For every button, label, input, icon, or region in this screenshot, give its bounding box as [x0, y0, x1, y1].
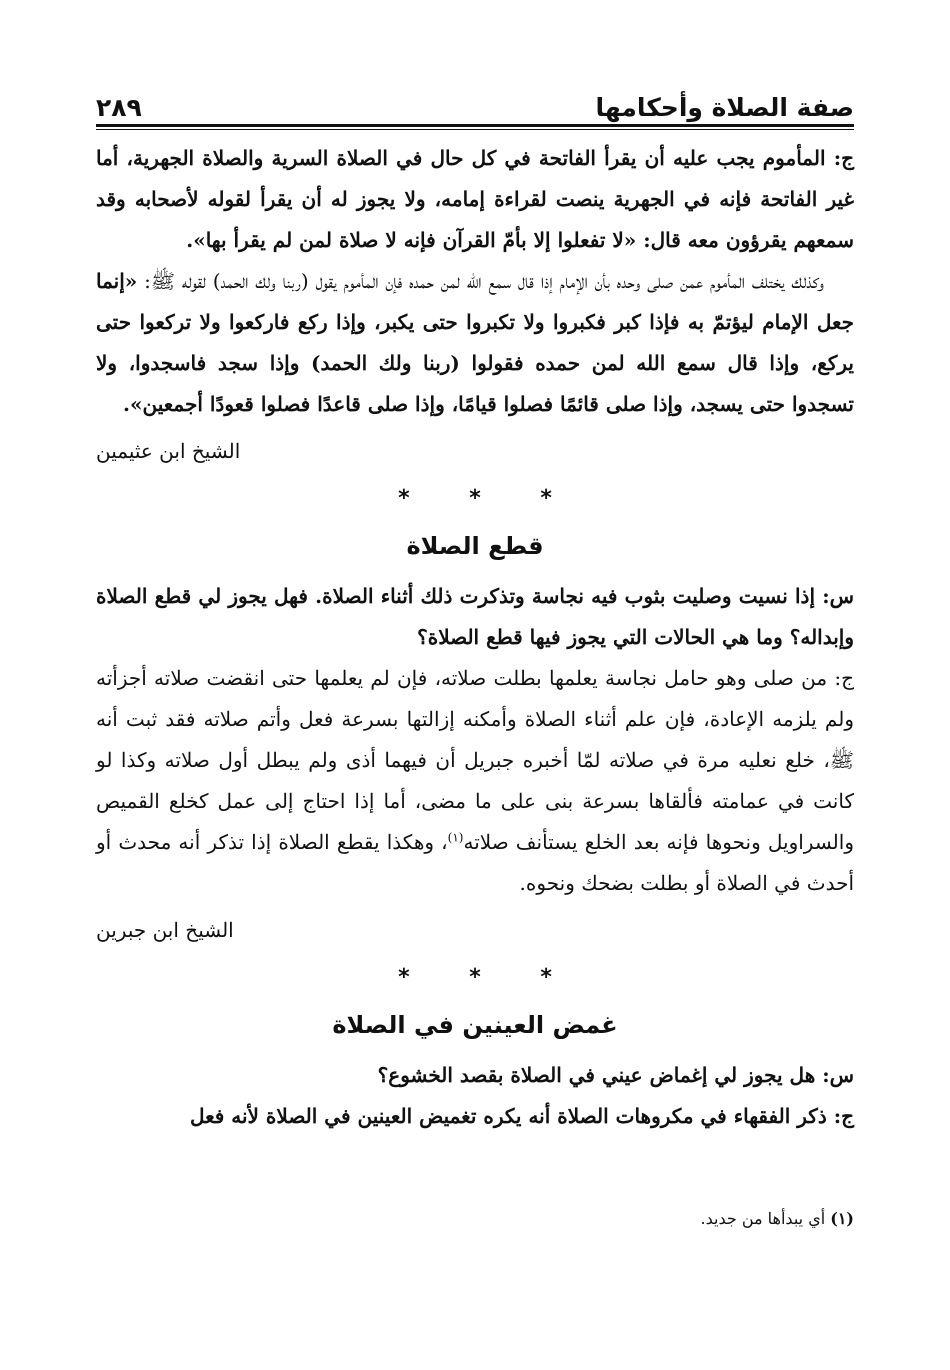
footnote-ref[interactable]: (١)	[447, 830, 464, 845]
footnote-text: أي يبدأها من جديد.	[700, 1209, 826, 1228]
question-2: س: هل يجوز لي إغماض عيني في الصلاة بقصد الخشوع؟	[377, 1063, 854, 1087]
section-heading-qat-salah: قطع الصلاة	[406, 532, 544, 560]
footnote	[96, 1204, 854, 1234]
header-title: صفة الصلاة وأحكامها	[595, 93, 854, 122]
answer-1-part2: ، وهكذا يقطع الصلاة إذا تذكر أنه محدث أو أحدث في الصلاة أو بطلت بضحك ونحوه.	[96, 830, 854, 895]
answer-2: ج: ذكر الفقهاء في مكروهات الصلاة أنه يكره تغميض العينين في الصلاة لأنه فعل	[189, 1104, 854, 1128]
section-separator-1: * * *	[398, 486, 578, 511]
intro-answer: ج: المأموم يجب عليه أن يقرأ الفاتحة في كل حال في الصلاة السرية والصلاة الجهرية، أما غير الفاتحة فإنه في الجهرية ينصت لقراءة إمامه، ولا يجوز له أن يقرأ لقوله لأصحابه وقد سمعهم يقرؤون معه قال: «لا تفعلوا إلا بأمّ القرآن فإنه لا صلاة لمن لم يقرأ بها».	[96, 146, 854, 252]
page-content	[96, 138, 854, 1137]
answer-1-part1: ج: من صلى وهو حامل نجاسة يعلمها بطلت صلاته، فإن لم يعلمها حتى انقضت صلاته أجزأته ولم يلزمه الإعادة، فإن علم أثناء الصلاة وأمكنه إزالتها بسرعة فعل وأتم صلاته فقد ثبت أنه ﷺ، خلع نعليه مرة في صلاته لمّا أخبره جبريل أن فيهما أذى ولم يبطل أول صلاته وكذا لو كانت في عمامته فألقاها بسرعة بنى على ما مضى، أما إذا احتاج إلى عمل كخلع القميص والسراويل ونحوها فإنه بعد الخلع يستأنف صلاته	[96, 666, 854, 854]
page-number: ٢٨٩	[96, 93, 142, 122]
question-1: س: إذا نسيت وصليت بثوب فيه نجاسة وتذكرت ذلك أثناء الصلاة. فهل يجوز لي قطع الصلاة وإبداله؟ وما هي الحالات التي يجوز فيها قطع الصلاة؟	[96, 584, 854, 649]
header-rule	[96, 124, 854, 127]
running-header	[96, 82, 854, 122]
intro-paragraph-lead: وكذلك يختلف المأموم عمن صلى وحده بأن الإمام إذا قال سمع الله لمن حمده فإن المأموم يقول (ربنا ولك الحمد) لقوله ﷺ:	[137, 269, 824, 293]
footnote-number: (١)	[830, 1209, 854, 1228]
attribution-ibn-jibrin: الشيخ ابن جبرين	[96, 918, 234, 942]
intro-hadith: «إنما جعل الإمام ليؤتمّ به فإذا كبر فكبروا ولا تكبروا حتى يكبر، وإذا ركع فاركعوا ولا تركعوا حتى يركع، وإذا قال سمع الله لمن حمده فقولوا (ربنا ولك الحمد) وإذا سجد فاسجدوا، ولا تسجدوا حتى يسجد، وإذا صلى قائمًا فصلوا قيامًا، وإذا صلى قاعدًا فصلوا قعودًا أجمعين».	[96, 269, 854, 416]
section-separator-2: * * *	[398, 965, 578, 990]
answer-1	[96, 658, 854, 904]
attribution-ibn-uthaymin: الشيخ ابن عثيمين	[96, 439, 241, 463]
section-heading-ghamd-ainain: غمض العينين في الصلاة	[332, 1011, 618, 1039]
intro-paragraph	[96, 261, 854, 425]
